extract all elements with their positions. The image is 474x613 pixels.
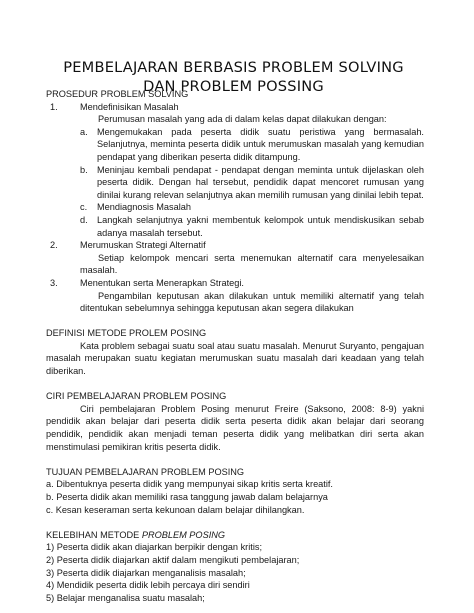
section-heading-ciri: CIRI PEMBELAJARAN PROBLEM POSING [46,391,227,402]
sub-item [46,126,424,164]
list-item: b. Peserta didik akan memiliki rasa tanggung jawab dalam belajarnya [46,492,328,502]
list-item: 4) Mendidik peserta didik lebih percaya diri sendiri [46,580,250,591]
sub-item-text: Meninjau kembali pendapat - pendapat dengan meminta untuk dijelaskan oleh peserta didik. Dengan hal tersebut, pendidik dapat mencoret rumusan yang dinilai kurang relevan selanjutnya akan memilih rumusan yang dinilai lebih tepat. [97,164,424,200]
list-item [46,101,424,114]
heading-emphasis: PROBLEM POSING [141,529,226,540]
sub-item-letter: d. [80,214,88,225]
item-number: 2. [50,240,58,251]
item-intro: Perumusan masalah yang ada di dalam kelas dapat dilakukan dengan: [98,114,387,125]
heading-prefix: KELEBIHAN METODE [46,529,142,540]
definisi-text: Kata problem sebagai suatu soal atau suatu masalah. Menurut Suryanto, pengajuan masalah merupakan suatu kegiatan merumuskan suatu masalah dari keadaan yang telah diberikan. [46,340,424,377]
sub-item [46,164,424,202]
list-item [46,277,424,290]
section-heading-definisi: DEFINISI METODE PROLEM POSING [46,328,207,339]
sub-item-letter: a. [80,126,88,137]
section-heading-kelebihan [46,529,424,542]
sub-item [46,201,424,214]
item-number: 3. [50,277,58,288]
section-heading-prosedur: PROSEDUR PROBLEM SOLVING [46,89,189,99]
list-item: c. Kesan keseraman serta kekunoan dalam belajar dihilangkan. [46,504,305,515]
list-item: a. Dibentuknya peserta didik yang mempunyai sikap kritis serta kreatif. [46,479,333,490]
list-item: 3) Peserta didik diajarkan menganalisis masalah; [46,567,246,578]
sub-item-text: Mengemukakan pada peserta didik suatu peristiwa yang bermasalah. Selanjutnya, meminta peserta didik untuk merumuskan masalah yang kemudian pendapat yang diberikan peserta didik ditampung. [97,126,424,162]
list-item [46,239,424,252]
item-description: Pengambilan keputusan akan dilakukan untuk memiliki alternatif yang telah ditentukan sebelumnya sehingga keputusan akan segera dilakukan [80,290,424,314]
list-item: 2) Peserta didik diajarkan aktif dalam mengikuti pembelajaran; [46,554,300,565]
sub-item-letter: b. [80,164,88,175]
sub-item-text: Langkah selanjutnya yakni membentuk kelompok untuk mendiskusikan sebab adanya masalah tersebut. [97,214,424,238]
item-label: Mendefinisikan Masalah [80,101,179,112]
document-title: PEMBELAJARAN BERBASIS PROBLEM SOLVING DAN PROBLEM POSSING [63,59,404,95]
list-item: 1) Peserta didik akan diajarkan berpikir dengan kritis; [46,542,263,553]
section-heading-tujuan: TUJUAN PEMBELAJARAN PROBLEM POSING [46,466,245,477]
sub-item-letter: c. [80,202,88,213]
list-item: 5) Belajar menganalisa suatu masalah; [46,592,205,603]
item-label: Menentukan serta Menerapkan Strategi. [80,277,244,288]
item-description: Setiap kelompok mencari serta menemukan alternatif cara menyelesaikan masalah. [80,252,424,276]
sub-item-text: Mendiagnosis Masalah [97,202,191,213]
item-number: 1. [50,101,58,112]
sub-item [46,214,424,239]
document-body [46,88,424,604]
ciri-text: Ciri pembelajaran Problem Posing menurut Freire (Saksono, 2008: 8-9) yakni pendidik akan belajar dari peserta didik serta peserta didik akan belajar dari seorang pendidik, pendidik akan menjadi teman peserta didik yang melibatkan diri serta akan menstimulasi pemikiran kritis peserta didik. [46,403,424,452]
item-label: Merumuskan Strategi Alternatif [80,240,206,251]
